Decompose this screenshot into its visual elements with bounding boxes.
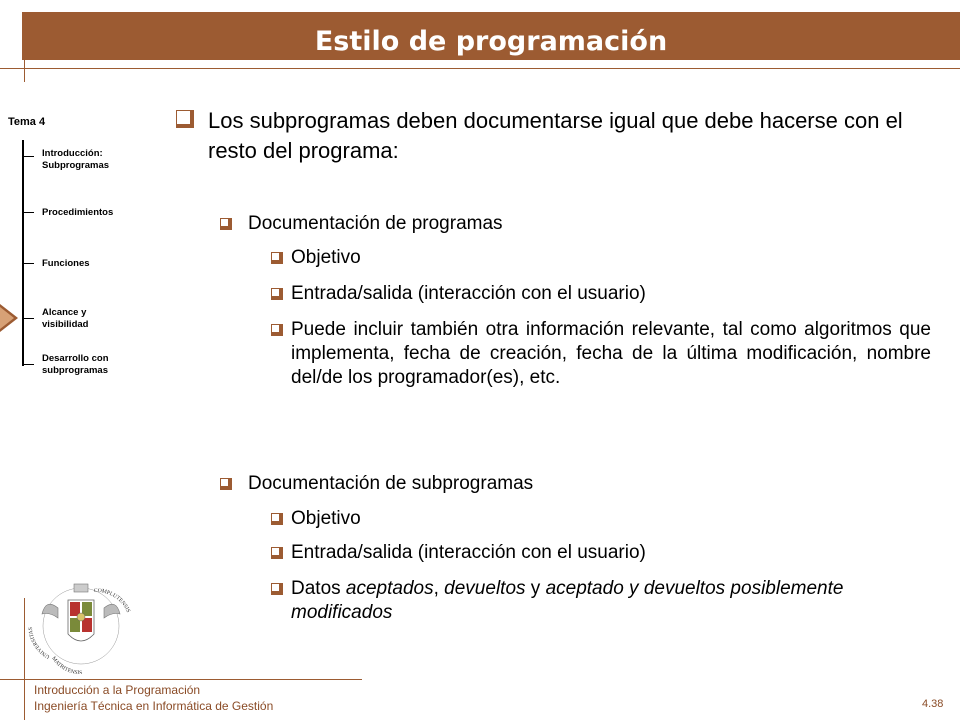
nav-item-line2: visibilidad (42, 319, 89, 330)
doc-programas-item-text: Entrada/salida (interacción con el usuario) (291, 283, 646, 304)
doc-programas-item-text: Objetivo (291, 247, 361, 268)
square-bullet-icon (271, 252, 283, 264)
nav-item-funciones[interactable] (42, 258, 90, 270)
square-bullet-icon (271, 513, 283, 525)
datos-aceptado-devueltos: aceptado y devueltos posiblemente modificados (291, 578, 844, 623)
nav-item-line1: Funciones (42, 258, 90, 269)
square-bullet-icon (271, 547, 283, 559)
logo-shield-center (77, 613, 85, 621)
main-point: Los subprogramas deben documentarse igual que debe hacerse con el resto del programa: (208, 108, 903, 163)
nav-item-line2: Subprogramas (42, 160, 110, 171)
nav-item-line1: Introducción: (42, 148, 103, 159)
footer-divider (0, 679, 362, 680)
square-bullet-icon (220, 218, 232, 230)
nav-item-line1: Desarrollo con (42, 353, 109, 364)
university-logo (28, 578, 134, 674)
square-bullet-icon (271, 324, 283, 336)
top-divider (0, 68, 960, 69)
square-bullet-icon (220, 478, 232, 490)
datos-sep2: y (525, 578, 546, 599)
doc-programas-item-text: Puede incluir también otra información relevante, tal como algoritmos que implementa, fecha de creación, fecha de la última modificación, nombre del/de los programador(es), etc. (291, 319, 931, 388)
footer-degree: Ingeniería Técnica en Informática de Gestión (34, 699, 274, 713)
nav-tema-label: Tema 4 (8, 116, 46, 128)
datos-sep1: , (433, 578, 445, 599)
nav-item-line1: Procedimientos (42, 207, 114, 218)
doc-subprogramas-title: Documentación de subprogramas (248, 473, 534, 494)
nav-item-alcance[interactable] (42, 307, 88, 331)
nav-item-procedimientos[interactable] (42, 207, 113, 219)
nav-item-line1: Alcance y (42, 307, 87, 318)
doc-subprogramas-item-text: Objetivo (291, 508, 361, 529)
doc-subprogramas-item-text: Entrada/salida (interacción con el usuario) (291, 542, 646, 563)
footer-course: Introducción a la Programación (34, 683, 201, 697)
nav-item-line2: subprogramas (42, 365, 108, 376)
nav-item-introduccion[interactable] (42, 148, 109, 172)
nav-tick (22, 364, 34, 365)
top-left-divider (24, 60, 25, 82)
datos-devueltos: devueltos (444, 578, 526, 599)
datos-prefix: Datos (291, 578, 346, 599)
square-bullet-icon (271, 288, 283, 300)
logo-text-bottom: MATRITENSIS (50, 655, 83, 674)
nav-tick (22, 156, 34, 157)
current-section-arrow-inner (0, 307, 14, 329)
logo-text-right: COMPLUTENSIS (93, 587, 132, 614)
slide-title: Estilo de programación (314, 26, 668, 57)
bottom-left-divider (24, 598, 25, 720)
doc-programas-title: Documentación de programas (248, 213, 503, 234)
square-bullet-icon (271, 583, 283, 595)
page-number: 4.38 (922, 698, 944, 710)
logo-crown (74, 584, 88, 592)
nav-tick (22, 263, 34, 264)
square-bullet-icon (176, 110, 194, 128)
datos-aceptados: aceptados (345, 578, 434, 599)
nav-item-desarrollo[interactable] (42, 353, 109, 377)
logo-text-left: UNIVERSITAS (28, 626, 52, 660)
nav-line (22, 140, 24, 366)
nav-tick (22, 318, 34, 319)
doc-subprogramas-datos-text (291, 577, 891, 625)
nav-tick (22, 212, 34, 213)
